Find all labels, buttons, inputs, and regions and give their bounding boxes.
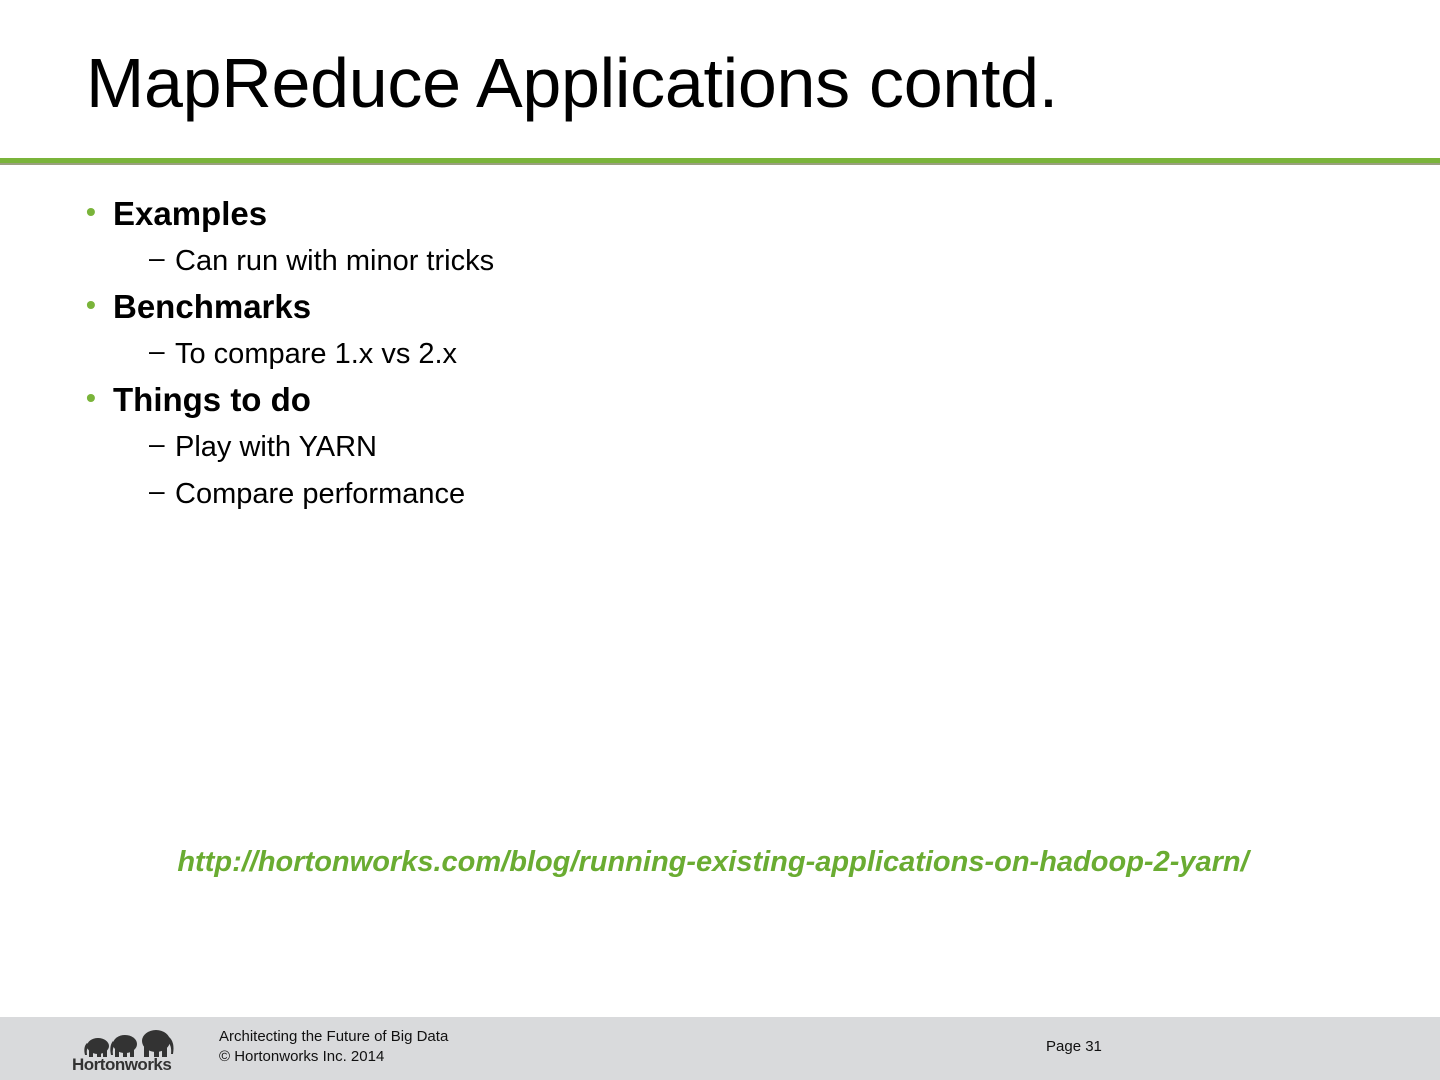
sub-bullet-label: Compare performance [175,478,466,510]
footer-caption [219,1027,448,1067]
dash-icon: – [149,475,165,506]
footer-tagline: Architecting the Future of Big Data [219,1028,449,1045]
footer-copyright: © Hortonworks Inc. 2014 [219,1048,385,1065]
bullet-item [86,378,1286,424]
page-number: Page 31 [1046,1038,1102,1055]
sub-bullet-label: Play with YARN [175,431,377,463]
sub-bullet-label: Can run with minor tricks [175,245,495,277]
bullet-list [86,192,1286,518]
bullet-label: Benchmarks [113,288,312,325]
bullet-dot-icon: • [86,196,96,227]
dash-icon: – [149,428,165,459]
title-divider-shadow [0,163,1440,165]
sub-bullet-item [86,238,1286,285]
sub-bullet-label: To compare 1.x vs 2.x [175,338,458,370]
logo-wordmark: Hortonworks [72,1055,172,1074]
blog-link[interactable]: http://hortonworks.com/blog/running-existing-applications-on-hadoop-2-yarn/ [177,846,1249,878]
slide-title: MapReduce Applications contd. [86,44,1058,122]
sub-bullet-item [86,471,1286,518]
dash-icon: – [149,335,165,366]
bullet-dot-icon: • [86,382,96,413]
sub-bullet-item [86,424,1286,471]
bullet-label: Things to do [113,381,311,418]
bullet-item [86,192,1286,238]
bullet-dot-icon: • [86,289,96,320]
slide-footer [0,1017,1440,1080]
dash-icon: – [149,242,165,273]
bullet-label: Examples [113,195,268,232]
bullet-item [86,285,1286,331]
sub-bullet-item [86,331,1286,378]
